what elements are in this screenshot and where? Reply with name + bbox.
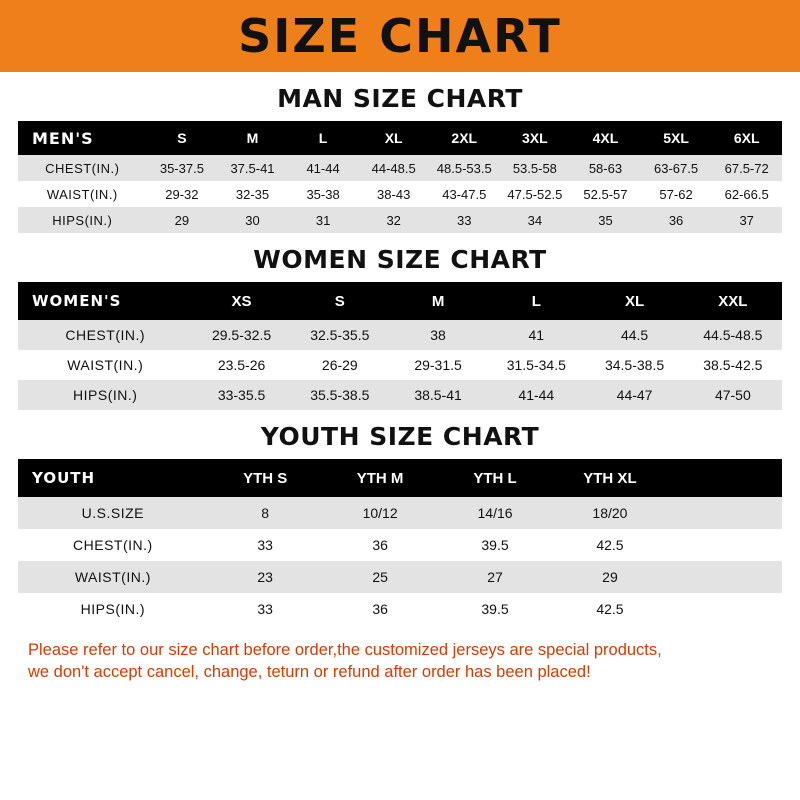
women-hips-xxl: 47-50 — [684, 380, 782, 410]
men-hips-6xl: 37 — [711, 207, 782, 233]
women-waist-s: 26-29 — [291, 350, 389, 380]
youth-row-spacer — [667, 593, 782, 625]
men-header-2xl: 2XL — [429, 121, 500, 155]
table-header-row — [18, 121, 782, 155]
table-row — [18, 561, 782, 593]
youth-row-spacer — [667, 561, 782, 593]
men-chest-m: 37.5-41 — [217, 155, 288, 181]
men-chest-6xl: 67.5-72 — [711, 155, 782, 181]
youth-waist-s: 23 — [208, 561, 323, 593]
youth-hips-l: 39.5 — [438, 593, 553, 625]
men-size-table — [18, 121, 782, 233]
youth-header-xl: YTH XL — [552, 459, 667, 497]
youth-size-table — [18, 459, 782, 625]
youth-header-m: YTH M — [323, 459, 438, 497]
men-header-6xl: 6XL — [711, 121, 782, 155]
notice-line-2: we don't accept cancel, change, teturn or refund after order has been placed! — [28, 663, 591, 682]
men-chest-3xl: 53.5-58 — [500, 155, 571, 181]
women-section-title: WOMEN SIZE CHART — [253, 245, 547, 274]
youth-chest-l: 39.5 — [438, 529, 553, 561]
women-header-s: S — [291, 282, 389, 320]
youth-row-hips-label: HIPS(IN.) — [18, 593, 208, 625]
men-waist-m: 32-35 — [217, 181, 288, 207]
women-hips-m: 38.5-41 — [389, 380, 487, 410]
women-header-l: L — [487, 282, 585, 320]
youth-ussize-s: 8 — [208, 497, 323, 529]
men-header-label: MEN'S — [18, 121, 147, 155]
women-hips-l: 41-44 — [487, 380, 585, 410]
youth-ussize-xl: 18/20 — [552, 497, 667, 529]
table-row — [18, 207, 782, 233]
youth-chest-xl: 42.5 — [552, 529, 667, 561]
men-header-s: S — [147, 121, 218, 155]
table-row — [18, 350, 782, 380]
men-hips-2xl: 33 — [429, 207, 500, 233]
men-header-3xl: 3XL — [500, 121, 571, 155]
men-row-chest-label: CHEST(IN.) — [18, 155, 147, 181]
men-chest-xl: 44-48.5 — [358, 155, 429, 181]
men-waist-xl: 38-43 — [358, 181, 429, 207]
women-header-xl: XL — [585, 282, 683, 320]
men-waist-4xl: 52.5-57 — [570, 181, 641, 207]
men-hips-s: 29 — [147, 207, 218, 233]
men-waist-3xl: 47.5-52.5 — [500, 181, 571, 207]
men-header-xl: XL — [358, 121, 429, 155]
women-hips-xl: 44-47 — [585, 380, 683, 410]
women-chest-xs: 29.5-32.5 — [192, 320, 290, 350]
men-header-m: M — [217, 121, 288, 155]
men-header-4xl: 4XL — [570, 121, 641, 155]
youth-header-s: YTH S — [208, 459, 323, 497]
women-row-waist-label: WAIST(IN.) — [18, 350, 192, 380]
women-hips-xs: 33-35.5 — [192, 380, 290, 410]
women-waist-l: 31.5-34.5 — [487, 350, 585, 380]
youth-header-spacer — [667, 459, 782, 497]
men-header-5xl: 5XL — [641, 121, 712, 155]
youth-header-l: YTH L — [438, 459, 553, 497]
women-chest-m: 38 — [389, 320, 487, 350]
youth-waist-xl: 29 — [552, 561, 667, 593]
men-row-waist-label: WAIST(IN.) — [18, 181, 147, 207]
table-row — [18, 593, 782, 625]
youth-hips-m: 36 — [323, 593, 438, 625]
men-waist-l: 35-38 — [288, 181, 359, 207]
youth-section-title: YOUTH SIZE CHART — [260, 422, 540, 451]
table-row — [18, 380, 782, 410]
table-header-row — [18, 282, 782, 320]
youth-chest-m: 36 — [323, 529, 438, 561]
chart-content — [0, 84, 800, 684]
women-waist-m: 29-31.5 — [389, 350, 487, 380]
page-title: SIZE CHART — [238, 9, 562, 63]
youth-waist-l: 27 — [438, 561, 553, 593]
notice-text — [28, 639, 772, 684]
women-hips-s: 35.5-38.5 — [291, 380, 389, 410]
men-hips-m: 30 — [217, 207, 288, 233]
youth-ussize-m: 10/12 — [323, 497, 438, 529]
youth-row-ussize-label: U.S.SIZE — [18, 497, 208, 529]
youth-row-waist-label: WAIST(IN.) — [18, 561, 208, 593]
men-hips-5xl: 36 — [641, 207, 712, 233]
men-chest-5xl: 63-67.5 — [641, 155, 712, 181]
table-header-row — [18, 459, 782, 497]
women-header-xxl: XXL — [684, 282, 782, 320]
men-hips-3xl: 34 — [500, 207, 571, 233]
women-row-chest-label: CHEST(IN.) — [18, 320, 192, 350]
women-header-xs: XS — [192, 282, 290, 320]
women-size-table — [18, 282, 782, 410]
women-waist-xxl: 38.5-42.5 — [684, 350, 782, 380]
table-row — [18, 155, 782, 181]
men-chest-4xl: 58-63 — [570, 155, 641, 181]
women-chest-s: 32.5-35.5 — [291, 320, 389, 350]
men-section-title: MAN SIZE CHART — [277, 84, 523, 113]
youth-row-chest-label: CHEST(IN.) — [18, 529, 208, 561]
men-waist-6xl: 62-66.5 — [711, 181, 782, 207]
table-row — [18, 320, 782, 350]
women-header-label: WOMEN'S — [18, 282, 192, 320]
table-row — [18, 497, 782, 529]
notice-line-1: Please refer to our size chart before order,the customized jerseys are special products, — [28, 641, 662, 659]
women-row-hips-label: HIPS(IN.) — [18, 380, 192, 410]
youth-header-label: YOUTH — [18, 459, 208, 497]
men-waist-2xl: 43-47.5 — [429, 181, 500, 207]
women-chest-l: 41 — [487, 320, 585, 350]
men-chest-l: 41-44 — [288, 155, 359, 181]
women-chest-xxl: 44.5-48.5 — [684, 320, 782, 350]
youth-waist-m: 25 — [323, 561, 438, 593]
men-chest-s: 35-37.5 — [147, 155, 218, 181]
men-hips-4xl: 35 — [570, 207, 641, 233]
women-waist-xl: 34.5-38.5 — [585, 350, 683, 380]
men-waist-5xl: 57-62 — [641, 181, 712, 207]
youth-row-spacer — [667, 497, 782, 529]
youth-hips-xl: 42.5 — [552, 593, 667, 625]
men-waist-s: 29-32 — [147, 181, 218, 207]
youth-row-spacer — [667, 529, 782, 561]
men-hips-l: 31 — [288, 207, 359, 233]
men-row-hips-label: HIPS(IN.) — [18, 207, 147, 233]
header-banner — [0, 0, 800, 72]
table-row — [18, 529, 782, 561]
women-header-m: M — [389, 282, 487, 320]
youth-chest-s: 33 — [208, 529, 323, 561]
women-chest-xl: 44.5 — [585, 320, 683, 350]
women-waist-xs: 23.5-26 — [192, 350, 290, 380]
youth-ussize-l: 14/16 — [438, 497, 553, 529]
youth-hips-s: 33 — [208, 593, 323, 625]
men-chest-2xl: 48.5-53.5 — [429, 155, 500, 181]
men-hips-xl: 32 — [358, 207, 429, 233]
table-row — [18, 181, 782, 207]
men-header-l: L — [288, 121, 359, 155]
